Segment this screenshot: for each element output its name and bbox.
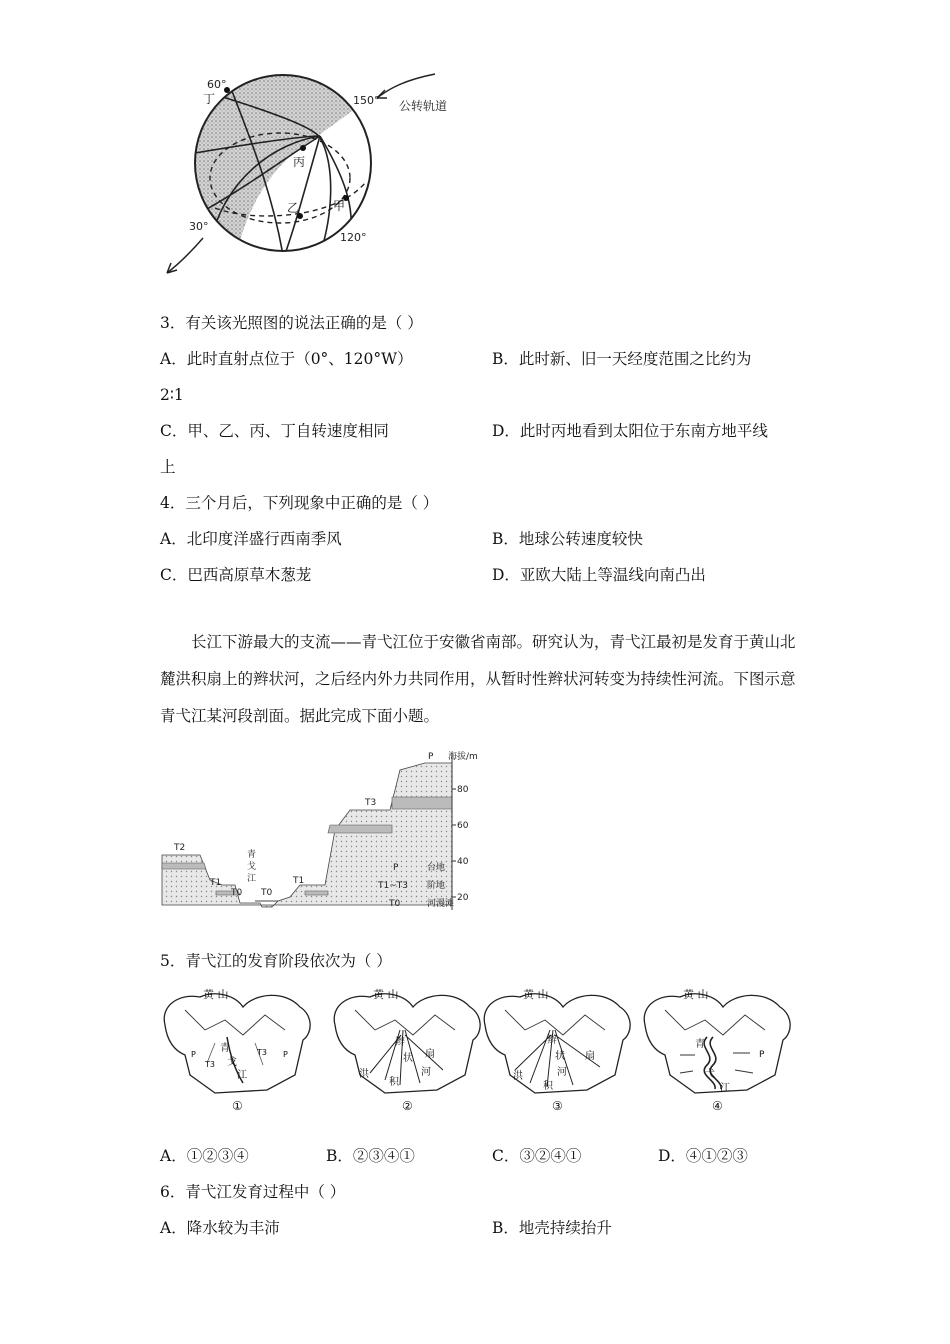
svg-text:黄 山: 黄 山 xyxy=(373,988,399,1001)
label-T1-left: T1 xyxy=(210,878,222,888)
q3-option-c[interactable]: C．甲、乙、丙、丁自转速度相同 xyxy=(160,422,389,440)
svg-text:洪: 洪 xyxy=(513,1071,523,1082)
q4-option-c[interactable]: C．巴西高原草木葱茏 xyxy=(160,566,312,584)
illumination-diagram xyxy=(155,68,465,283)
q3-option-b-cont: 2∶1 xyxy=(160,386,184,404)
label-30: 30° xyxy=(189,220,209,233)
label-T3: T3 xyxy=(365,798,377,808)
svg-text:P: P xyxy=(759,1050,765,1060)
svg-text:戈: 戈 xyxy=(227,1057,237,1068)
label-river-1: 青 xyxy=(247,850,257,860)
svg-text:T3: T3 xyxy=(257,1048,267,1057)
tick-20: 20 xyxy=(457,893,469,903)
label-150: 150° xyxy=(353,94,380,107)
orbit-arrow-top xyxy=(377,74,435,98)
tick-80: 80 xyxy=(457,785,469,795)
svg-text:积: 积 xyxy=(389,1077,399,1088)
diagram-1 xyxy=(164,987,310,1113)
q3-stem: 3．有关该光照图的说法正确的是（ ） xyxy=(160,314,423,332)
svg-text:洪: 洪 xyxy=(359,1069,369,1080)
q6-stem: 6．青弋江发育过程中（ ） xyxy=(160,1183,346,1201)
q3-option-b[interactable]: B．此时新、旧一天经度范围之比约为 xyxy=(492,350,752,368)
q3-option-a[interactable]: A．此时直射点位于（0°、120°W） xyxy=(160,350,413,368)
label-orbit: 公转轨道 xyxy=(399,99,448,113)
point-bing xyxy=(300,145,306,151)
svg-text:②: ② xyxy=(402,1099,413,1113)
q5-option-b[interactable]: B．②③④① xyxy=(326,1147,415,1165)
svg-text:④: ④ xyxy=(712,1099,723,1113)
svg-text:扇: 扇 xyxy=(585,1051,595,1062)
svg-text:青: 青 xyxy=(220,1043,230,1054)
label-river-2: 戈 xyxy=(247,862,257,872)
legend-T0: T0 xyxy=(389,899,401,909)
passage-text: 长江下游最大的支流——青弋江位于安徽省南部。研究认为，青弋江最初是发育于黄山北麓洪积扇上的辫状河，之后经内外力共同作用，从暂时性辫状河转变为持续性河流。下图示意青弋江某河段剖面。据此完成下面小题。 xyxy=(160,633,796,725)
label-yi: 乙 xyxy=(287,201,300,215)
q4-option-b[interactable]: B．地球公转速度较快 xyxy=(492,530,643,548)
svg-text:黄 山: 黄 山 xyxy=(203,988,229,1001)
svg-text:状: 状 xyxy=(555,1051,565,1062)
river-profile-diagram xyxy=(160,745,480,917)
label-T2: T2 xyxy=(174,843,186,853)
legend-P-text: 台地 xyxy=(427,863,446,873)
legend-T0-text: 河漫滩 xyxy=(427,899,455,909)
svg-text:扇: 扇 xyxy=(425,1049,435,1060)
svg-text:弋: 弋 xyxy=(705,1069,715,1080)
label-ding: 丁 xyxy=(203,92,216,106)
svg-text:河: 河 xyxy=(557,1067,567,1078)
label-60: 60° xyxy=(207,78,227,91)
legend-T: T1~T3 xyxy=(378,881,408,891)
svg-text:T3: T3 xyxy=(205,1060,215,1069)
svg-text:辫: 辫 xyxy=(395,1037,405,1048)
tick-60: 60 xyxy=(457,821,469,831)
svg-text:河: 河 xyxy=(421,1067,431,1078)
label-P: P xyxy=(428,752,434,762)
q4-option-d[interactable]: D．亚欧大陆上等温线向南凸出 xyxy=(492,566,706,584)
svg-text:江: 江 xyxy=(237,1070,247,1081)
q5-stem: 5．青弋江的发育阶段依次为（ ） xyxy=(160,952,392,970)
svg-text:①: ① xyxy=(232,1099,243,1113)
svg-text:江: 江 xyxy=(720,1083,730,1094)
stage-diagrams xyxy=(155,985,795,1115)
q4-stem: 4．三个月后，下列现象中正确的是（ ） xyxy=(160,494,439,512)
label-T0-right: T0 xyxy=(261,888,273,898)
q6-option-a[interactable]: A．降水较为丰沛 xyxy=(160,1219,280,1237)
legend-T-text: 阶地 xyxy=(427,881,446,891)
legend-P: P xyxy=(393,863,399,873)
q5-option-d[interactable]: D．④①②③ xyxy=(658,1147,748,1165)
label-bing: 丙 xyxy=(293,155,306,169)
diagram-3 xyxy=(484,987,630,1113)
q6-option-b[interactable]: B．地壳持续抬升 xyxy=(492,1219,612,1237)
q3-option-d[interactable]: D．此时丙地看到太阳位于东南方地平线 xyxy=(492,422,768,440)
svg-text:积: 积 xyxy=(543,1081,553,1092)
night-area xyxy=(195,68,370,258)
q3-option-d-cont: 上 xyxy=(160,458,176,476)
svg-text:黄 山: 黄 山 xyxy=(523,988,549,1001)
terrain-body xyxy=(162,763,455,909)
svg-text:黄 山: 黄 山 xyxy=(683,988,709,1001)
svg-text:状: 状 xyxy=(403,1053,413,1064)
tick-40: 40 xyxy=(457,857,469,867)
svg-text:青: 青 xyxy=(695,1039,705,1050)
label-river-3: 江 xyxy=(247,874,257,884)
svg-text:P: P xyxy=(283,1050,288,1059)
q5-option-c[interactable]: C．③②④① xyxy=(492,1147,582,1165)
svg-text:辫: 辫 xyxy=(547,1035,557,1046)
q5-option-a[interactable]: A．①②③④ xyxy=(160,1147,249,1165)
diagram-4 xyxy=(644,987,790,1113)
orbit-arrow-bottom xyxy=(167,238,203,273)
svg-text:P: P xyxy=(191,1050,196,1059)
label-T0-left: T0 xyxy=(231,888,243,898)
svg-text:③: ③ xyxy=(552,1099,563,1113)
label-T1-right: T1 xyxy=(293,876,305,886)
q4-option-a[interactable]: A．北印度洋盛行西南季风 xyxy=(160,530,342,548)
label-altitude: 海拔/m xyxy=(448,752,478,762)
diagram-2 xyxy=(334,987,480,1113)
label-120: 120° xyxy=(340,231,367,244)
label-jia: 甲 xyxy=(333,199,346,213)
